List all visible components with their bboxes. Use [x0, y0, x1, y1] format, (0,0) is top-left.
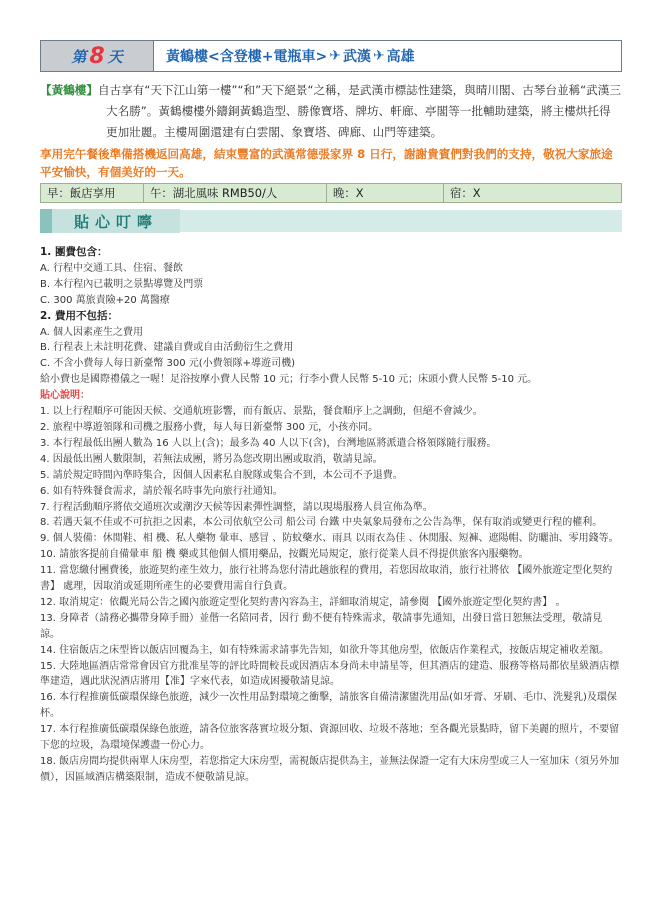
- note-item: 17. 本行程推廣低碳環保綠色旅遊，請各位旅客落實垃圾分類、資源回收、垃圾不落地；至各觀光景點時，留下美麗的照片，不要留下您的垃圾，為環境保護盡一份心力。: [40, 724, 620, 752]
- attraction-description: 自古享有“天下江山第一樓”“和”天下絕景“之稱，是武漢市標誌性建築，與晴川閣、古琴台並稱“武漢三大名勝”。黃鶴樓樓外鑄銅黃鶴造型、勝像寶塔、牌坊、軒廊、亭閣等一批輔助建築，將主樓烘托得更加壯麗。主樓周圍還建有白雲閣、象寶塔、碑廊、山門等建築。: [97, 83, 621, 139]
- section-title: 2. 費用不包括：: [40, 309, 118, 322]
- note-item: 2. 旅程中導遊領隊和司機之服務小費，每人每日新臺幣 300 元，小孩亦同。: [40, 421, 379, 433]
- itinerary-page: [40, 40, 622, 786]
- meal-breakfast: 早：飯店享用: [41, 184, 144, 202]
- attraction-intro: [40, 80, 622, 143]
- section-title: 1. 團費包含：: [40, 246, 108, 258]
- day-label: [41, 41, 154, 71]
- note-item: 9. 個人裝備：休閒鞋、相 機、私人藥物 暈車、感冒 、防蚊藥水、雨具 以雨衣為佳 、休閒服、短褲、遮陽帽、防曬油、零用錢等。: [40, 533, 619, 545]
- day-number: 8: [89, 43, 105, 69]
- meals-row: [40, 183, 622, 203]
- airplane-icon: ✈: [372, 48, 385, 64]
- accommodation: 宿：X: [450, 186, 481, 200]
- note-item: 1. 以上行程順序可能因天候、交通航班影響，而有飯店、景點，餐食順序上之調動，但絕不會減少。: [40, 406, 483, 418]
- list-item: C. 不含小費每人每日新臺幣 300 元(小費領隊+導遊司機): [40, 358, 295, 370]
- note-item: 13. 身障者（請務必攜帶身障手冊）並偕一名陪同者，因行 動不便有特殊需求，敬請事先通知，出發日當日恕無法受理，敬請見諒。: [40, 612, 603, 640]
- note-item: 11. 當您繳付團費後，旅遊契約產生效力，旅行社將為您付清此趟旅程的費用，若您因故取消，旅行社將依 【國外旅遊定型化契約書】 處理，因取消或延期所產生的必要費用需自行負責。: [40, 565, 613, 593]
- route-part1: 黃鶴樓<含登樓+電瓶車>: [166, 49, 328, 65]
- list-item: B. 行程表上未註明花費、建議自費或自由活動衍生之費用: [40, 342, 294, 354]
- tips-content: [40, 245, 622, 786]
- list-item: A. 個人因素產生之費用: [40, 326, 144, 338]
- day-header: [40, 40, 622, 72]
- list-item: 給小費也是國際禮儀之一喔！足浴按摩小費人民幣 10 元；行李小費人民幣 5-10 元；床頭小費人民幣 5-10 元。: [40, 374, 538, 386]
- day-suffix: 天: [107, 47, 123, 66]
- meal-dinner: 晚：X: [327, 184, 444, 202]
- list-item: A. 行程中交通工具、住宿、餐飲: [40, 262, 184, 274]
- list-item: B. 本行程內已載明之景點導覽及門票: [40, 278, 204, 290]
- meal-lunch: 午：湖北風味 RMB50/人: [144, 184, 327, 202]
- tips-title: 貼心叮嚀: [52, 209, 180, 233]
- note-item: 15. 大陸地區酒店常常會因官方批准星等的評比時間較長或因酒店本身尚未申請星等，但其酒店的建造、服務等格局都依星級酒店標準建造，遇此狀況酒店將用【准】字來代表，如造成困擾敬請見諒。: [40, 660, 620, 688]
- day-route: [154, 41, 621, 71]
- notes-title: 貼心說明：: [40, 390, 90, 402]
- note-item: 3. 本行程最低出團人數為 16 人以上(含)；最多為 40 人以下(含)，台灣地區將派遣合格領隊隨行服務。: [40, 437, 497, 449]
- airplane-icon: ✈: [329, 48, 341, 64]
- note-item: 7. 行程活動順序將依交通班次或潮汐天候等因素彈性調整，請以現場服務人員宣佈為準。: [40, 501, 433, 513]
- note-item: 8. 若遇天氣不佳或不可抗拒之因素，本公司依航空公司 船公司 台鐵 中央氣象局發布之公告為準，保有取消或變更行程的權利。: [40, 517, 603, 529]
- farewell-notice: 享用完午餐後準備搭機返回高雄，結束豐富的武漢常德張家界 8 日行，謝謝貴賓們對我們的支持，敬祝大家旅途平安愉快，有個美好的一天。: [40, 147, 613, 179]
- note-item: 18. 飯店房間均提供兩單人床房型，若您指定大床房型，需視飯店提供為主，並無法保證一定有大床房型或三人一室加床（須另外加價），因區域酒店構築限制，造成不便敬請見諒。: [40, 756, 620, 783]
- note-item: 5. 請於規定時間內準時集合，因個人因素私自脫隊或集合不到，本公司不予退費。: [40, 469, 403, 481]
- route-part3: 高雄: [386, 49, 415, 65]
- note-item: 16. 本行程推廣低碳環保綠色旅遊，減少一次性用品對環境之衝擊，請旅客自備清潔盥洗用品(如牙膏、牙刷、毛巾、洗髮乳)及環保杯。: [40, 692, 617, 720]
- note-item: 4. 因最低出團人數限制，若無法成團，將另為您改期出團或取消，敬請見諒。: [40, 453, 383, 465]
- tips-header: [40, 209, 622, 233]
- note-item: 6. 如有特殊餐食需求，請於報名時事先向旅行社通知。: [40, 485, 283, 497]
- tips-bar-line: [180, 210, 622, 232]
- note-item: 12. 取消規定：依觀光局公告之國內旅遊定型化契約書內容為主，詳細取消規定，請參閱 【國外旅遊定型化契約書】 。: [40, 596, 566, 608]
- tips-decoration: [40, 209, 52, 233]
- day-prefix: 第: [71, 47, 87, 66]
- attraction-tag: 【黃鶴樓】: [40, 83, 98, 97]
- list-item: C. 300 萬旅責險+20 萬醫療: [40, 294, 170, 306]
- note-item: 10. 請旅客提前自備暈車 船 機 藥或其他個人慣用藥品，按觀光局規定，旅行從業人員不得提供旅客內服藥物。: [40, 549, 529, 561]
- note-item: 14. 住宿飯店之床型皆以飯店回覆為主，如有特殊需求請事先告知，如欲升等其他房型，依飯店作業程式，按飯店規定補收差額。: [40, 644, 610, 656]
- route-part2: 武漢: [342, 49, 371, 65]
